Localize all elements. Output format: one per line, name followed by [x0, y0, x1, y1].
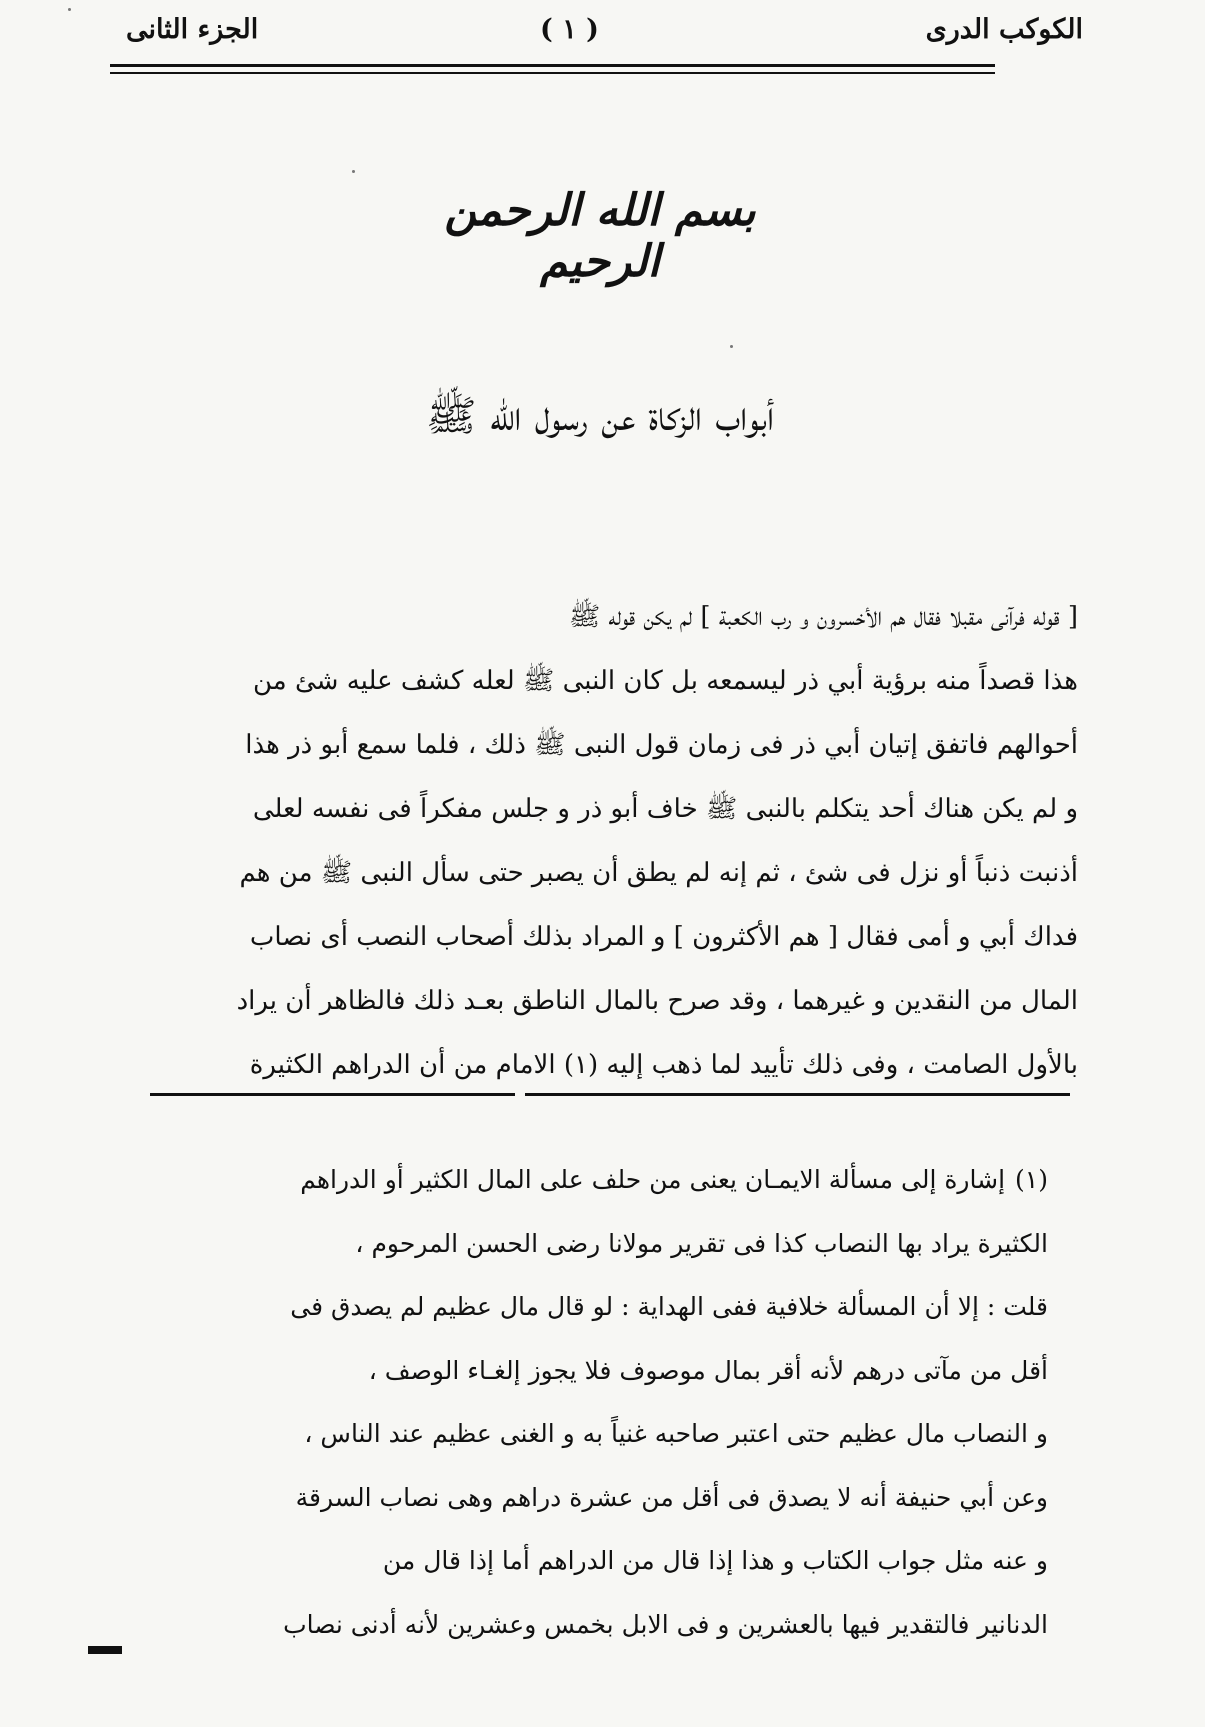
paper-speck	[352, 170, 355, 173]
footnote-line: (١)إشارة إلى مسألة الايمـان يعنى من حلف على المال الكثير أو الدراهم	[300, 1165, 1048, 1194]
footnote-line: وعن أبي حنيفة أنه لا يصدق فى أقل من عشرة دراهم وهى نصاب السرقة	[295, 1482, 1048, 1512]
text-line: المال من النقدين و غيرهما ، وقد صرح بالمال الناطق بعـد ذلك فالظاهر أن يراد	[236, 986, 1078, 1016]
paper-speck	[68, 8, 71, 11]
text-line: أذنبت ذنباً أو نزل فى شئ ، ثم إنه لم يطق أن يصبر حتى سأل النبى ﷺ من هم	[239, 858, 1078, 888]
footnote	[118, 1148, 1048, 1656]
running-head-book-title: الكوكب الدرى	[925, 14, 1083, 45]
footnote-line: و عنه مثل جواب الكتاب و هذا إذا قال من الدراهم أما إذا قال من	[382, 1546, 1048, 1575]
text-line: [ قوله فرآنى مقبلا فقال هم الأخسرون و رب الكعبة ] لم يكن قوله ﷺ	[568, 602, 1078, 632]
footnote-separator-left	[150, 1093, 515, 1096]
text-line: فداك أبي و أمى فقال [ هم الأكثرون ] و المراد بذلك أصحاب النصب أى نصاب	[249, 922, 1078, 952]
text-line: أحوالهم فاتفق إتيان أبي ذر فى زمان قول النبى ﷺ ذلك ، فلما سمع أبو ذر هذا	[245, 730, 1078, 760]
footnote-line: و النصاب مال عظيم حتى اعتبر صاحبه غنياً به و الغنى عظيم عند الناس ،	[304, 1419, 1048, 1448]
chapter-title: أبواب الزكاة عن رسول الله ﷺ	[425, 391, 775, 440]
footnote-marker: (١)	[1015, 1165, 1048, 1194]
footnote-separator-right	[525, 1093, 1070, 1096]
header-rule-bottom	[110, 72, 995, 74]
text-line: و لم يكن هناك أحد يتكلم بالنبى ﷺ خاف أبو ذر و جلس مفكراً فى نفسه لعلى	[252, 794, 1078, 824]
footnote-line: قلت : إلا أن المسألة خلافية ففى الهداية : لو قال مال عظيم لم يصدق فى	[290, 1292, 1048, 1321]
footnote-line: الدنانير فالتقدير فيها بالعشرين و فى الابل بخمس وعشرين لأنه أدنى نصاب	[283, 1609, 1048, 1639]
running-head-volume: الجزء الثانى	[126, 14, 259, 45]
footnote-line: أقل من مآتى درهم لأنه أقر بمال موصوف فلا يجوز إلغـاء الوصف ،	[368, 1355, 1048, 1385]
text-line: بالأول الصامت ، وفى ذلك تأييد لما ذهب إليه (١) الامام من أن الدراهم الكثيرة	[249, 1050, 1078, 1080]
paper-speck	[730, 345, 733, 348]
page-number: ( ١ )	[540, 14, 599, 45]
basmala: بسم الله الرحمن الرحيم	[444, 185, 756, 287]
main-text	[118, 585, 1078, 1097]
footnote-line: الكثيرة يراد بها النصاب كذا فى تقرير مولانا رضى الحسن المرحوم ،	[355, 1228, 1048, 1258]
text-line: هذا قصداً منه برؤية أبي ذر ليسمعه بل كان النبى ﷺ لعله كشف عليه شئ من	[253, 666, 1078, 696]
header-rule-top	[110, 64, 995, 67]
continuation-dash	[88, 1646, 122, 1654]
